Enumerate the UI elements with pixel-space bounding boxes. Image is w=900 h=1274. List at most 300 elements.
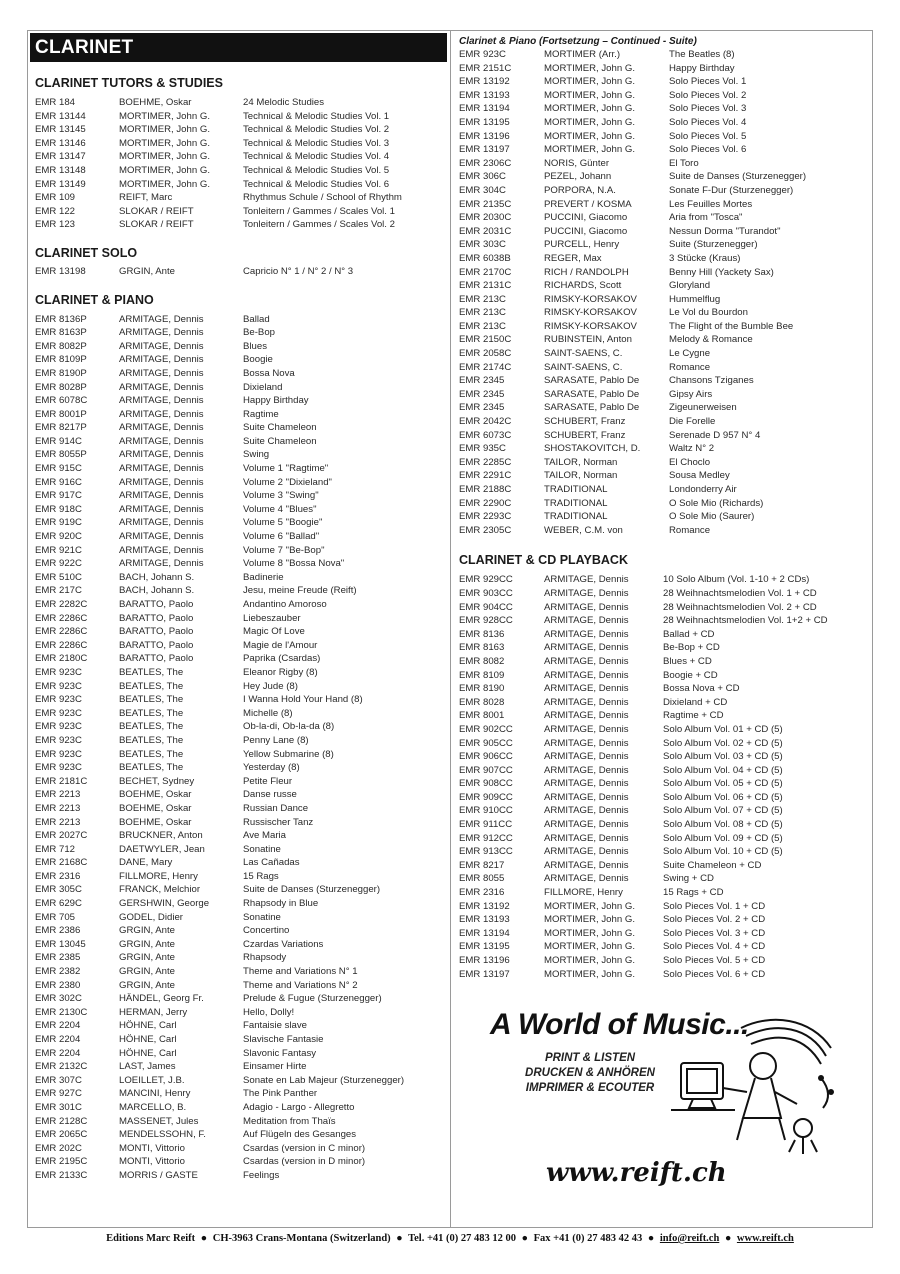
catalog-number: EMR 912CC [459,832,513,844]
work-title: Solo Pieces Vol. 6 + CD [663,968,766,980]
work-title: Rhapsody in Blue [243,898,319,910]
list-item [27,870,450,884]
work-title: Hey Jude (8) [243,680,298,692]
catalog-number: EMR 2135C [459,198,512,210]
list-item [27,584,450,598]
catalog-number: EMR 8082P [35,340,87,352]
list-item [27,164,450,178]
catalog-number: EMR 307C [35,1074,82,1086]
catalog-number: EMR 8136 [459,628,505,640]
work-title: Sonate en Lab Majeur (Sturzenegger) [243,1074,405,1086]
catalog-number: EMR 13194 [459,103,510,115]
composer: BARATTO, Paolo [119,639,194,651]
composer: BOEHME, Oskar [119,789,192,801]
composer: MENDELSSOHN, F. [119,1129,206,1141]
list-item [27,680,450,694]
composer: MORTIMER, John G. [544,927,635,939]
catalog-number: EMR 2133C [35,1169,88,1181]
work-title: Solo Pieces Vol. 1 + CD [663,900,766,912]
list-item [27,421,450,435]
catalog-number: EMR 13197 [459,144,510,156]
catalog-number: EMR 923C [459,49,506,60]
composer: SHOSTAKOVITCH, D. [544,443,641,455]
list-item [27,571,450,585]
composer: ARMITAGE, Dennis [544,710,629,722]
catalog-number: EMR 2030C [459,212,512,224]
composer: RIMSKY-KORSAKOV [544,320,637,332]
work-title: Volume 7 "Be-Bop" [243,544,325,556]
work-title: Rhythmus Schule / School of Rhythm [243,192,402,204]
catalog-number: EMR 13196 [459,955,510,966]
catalog-number: EMR 2345 [459,402,505,414]
composer: GRGIN, Ante [119,925,175,937]
work-title: Suite de Danses (Sturzenegger) [243,884,381,896]
composer: ARMITAGE, Dennis [119,490,204,502]
work-title: Volume 5 "Boogie" [243,517,323,529]
catalog-number: EMR 906CC [459,751,513,763]
work-title: Solo Album Vol. 09 + CD (5) [663,832,783,844]
work-title: Auf Flügeln des Gesanges [243,1129,357,1141]
work-title: Solo Pieces Vol. 5 + CD [663,955,766,966]
work-title: Solo Album Vol. 02 + CD (5) [663,737,783,749]
work-title: Solo Pieces Vol. 3 [669,103,747,115]
list-item [451,279,873,293]
composer: MORTIMER, John G. [119,124,210,136]
catalog-number: EMR 923C [35,721,82,733]
list-item [27,1087,450,1101]
composer: MORTIMER, John G. [544,968,635,980]
list-item [451,750,873,764]
work-title: Solo Album Vol. 08 + CD (5) [663,819,783,831]
list-item [27,965,450,979]
list-item [27,544,450,558]
catalog-number: EMR 13045 [35,938,86,950]
work-title: Yellow Submarine (8) [243,748,334,760]
composer: ARMITAGE, Dennis [119,449,204,461]
work-title: Londonderry Air [669,484,737,495]
composer: MORTIMER, John G. [119,151,210,163]
composer: ARMITAGE, Dennis [119,340,204,352]
work-title: Solo Pieces Vol. 6 [669,144,747,156]
composer: BEATLES, The [119,762,184,774]
catalog-number: EMR 2291C [459,470,512,482]
composer: ARMITAGE, Dennis [544,737,629,749]
catalog-number: EMR 13148 [35,164,86,176]
composer: ARMITAGE, Dennis [544,764,629,776]
catalog-number: EMR 2316 [35,870,81,882]
composer: ARMITAGE, Dennis [119,463,204,475]
work-title: Czardas Variations [243,938,324,950]
list-item [27,748,450,762]
footer-email-link[interactable]: info@reift.ch [659,1233,720,1244]
catalog-number: EMR 2204 [35,1020,81,1032]
catalog-number: EMR 2380 [35,979,81,991]
catalog-number: EMR 902CC [459,723,513,735]
catalog-number: EMR 2128C [35,1115,88,1127]
list-item [451,968,873,982]
catalog-number: EMR 13193 [459,914,510,926]
catalog-number: EMR 8082 [459,655,505,667]
catalog-number: EMR 13195 [459,116,510,128]
list-item [27,367,450,381]
composer: MORTIMER (Arr.) [544,49,621,60]
composer: ARMITAGE, Dennis [119,503,204,515]
list-item [451,723,873,737]
composer: FRANCK, Melchior [119,884,201,896]
catalog-number: EMR 8028P [35,381,87,393]
work-title: El Toro [669,157,699,169]
catalog-number: EMR 909CC [459,791,513,803]
catalog-number: EMR 2065C [35,1129,88,1141]
catalog-number: EMR 905CC [459,737,513,749]
work-title: Ob-la-di, Ob-la-da (8) [243,721,335,733]
list-item [27,639,450,653]
composer: MORTIMER, John G. [544,130,635,142]
work-title: Zigeunerweisen [669,402,737,414]
footer-bullet: ● [647,1233,655,1244]
catalog-number: EMR 8163 [459,642,505,654]
catalog-number: EMR 2150C [459,334,512,346]
list-item [451,211,873,225]
composer: ARMITAGE, Dennis [544,601,629,613]
work-title: Suite Chameleon [243,435,317,447]
promo-block [486,1008,842,1198]
list-item [451,510,873,524]
composer: ARMITAGE, Dennis [119,313,204,325]
list-item [27,625,450,639]
list-item [27,666,450,680]
catalog-number: EMR 2204 [35,1047,81,1059]
composer: ARMITAGE, Dennis [544,642,629,654]
list-item [451,777,873,791]
catalog-number: EMR 510C [35,571,82,583]
catalog-number: EMR 109 [35,192,75,204]
composer: ARMITAGE, Dennis [119,395,204,407]
composer: GERSHWIN, George [119,898,210,910]
catalog-number: EMR 13149 [35,178,86,190]
catalog-number: EMR 2204 [35,1034,81,1045]
work-title: Die Forelle [669,416,716,428]
work-title: Theme and Variations N° 1 [243,966,358,978]
composer: ARMITAGE, Dennis [119,476,204,488]
list-item [27,178,450,192]
footer-web-link[interactable]: www.reift.ch [736,1233,794,1244]
list-item [27,1155,450,1169]
work-title: Solo Pieces Vol. 2 + CD [663,914,766,926]
composer: LAST, James [119,1061,176,1073]
catalog-number: EMR 921C [35,544,82,556]
catalog-number: EMR 923C [35,748,82,760]
work-title: Ballad + CD [663,628,715,640]
composer: MANCINI, Henry [119,1088,191,1100]
catalog-number: EMR 13144 [35,110,86,122]
work-title: Slavische Fantasie [243,1034,324,1045]
composer: NORIS, Günter [544,157,610,169]
list-item [451,293,873,307]
work-title: 28 Weihnachtsmelodien Vol. 2 + CD [663,601,817,613]
composer: RICHARDS, Scott [544,280,622,292]
catalog-number: EMR 2130C [35,1006,88,1018]
section-heading-piano: CLARINET & PIANO [35,292,154,307]
list-item [451,170,873,184]
composer: ARMITAGE, Dennis [119,381,204,393]
list-item [451,157,873,171]
promo-line-drucken: DRUCKEN & ANHÖREN [525,1067,655,1079]
promo-line-print-listen: PRINT & LISTEN [544,1052,636,1064]
list-item [451,320,873,334]
footer-publisher: Editions Marc Reift [106,1233,196,1244]
list-item [27,448,450,462]
composer: ARMITAGE, Dennis [119,558,204,570]
list-item [451,388,873,402]
list-item [27,476,450,490]
composer: GRGIN, Ante [119,265,175,277]
work-title: Feelings [243,1169,280,1181]
work-title: Gloryland [669,280,711,292]
catalog-number: EMR 8001 [459,710,505,722]
catalog-number: EMR 13195 [459,941,510,953]
catalog-number: EMR 8217 [459,859,505,871]
work-title: Rhapsody [243,952,287,964]
composer: MORTIMER, John G. [544,914,635,926]
list-item [27,205,450,219]
list-item [27,693,450,707]
composer: HERMAN, Jerry [119,1006,188,1018]
work-title: Dixieland [243,381,283,393]
catalog-number: EMR 2027C [35,830,88,842]
list-item [451,347,873,361]
composer: ARMITAGE, Dennis [544,846,629,858]
list-item [27,313,450,327]
composer: TRADITIONAL [544,511,608,523]
composer: GRGIN, Ante [119,952,175,964]
list-item [451,791,873,805]
catalog-number: EMR 13146 [35,137,86,149]
list-item [451,116,873,130]
catalog-number: EMR 2286C [35,626,88,638]
work-title: O Sole Mio (Saurer) [669,511,755,523]
catalog-number: EMR 2293C [459,511,512,523]
composer: ARMITAGE, Dennis [544,655,629,667]
catalog-number: EMR 2170C [459,266,512,278]
composer: MORTIMER, John G. [544,116,635,128]
page-title: CLARINET [30,33,447,62]
list-item [451,601,873,615]
composer: ARMITAGE, Dennis [119,544,204,556]
catalog-number: EMR 13192 [459,76,510,88]
composer: SARASATE, Pablo De [544,402,640,414]
composer: GODEL, Didier [119,911,183,923]
composer: MORTIMER, John G. [119,110,210,122]
catalog-number: EMR 2031C [459,225,512,237]
catalog-number: EMR 213C [459,307,506,319]
catalog-number: EMR 923C [35,762,82,774]
composer: REGER, Max [544,252,602,264]
list-item [27,516,450,530]
composer: ARMITAGE, Dennis [544,751,629,763]
composer: PREVERT / KOSMA [544,198,632,210]
work-title: Waltz N° 2 [669,443,715,455]
catalog-number: EMR 2385 [35,952,81,964]
work-title: Tonleitern / Gammes / Scales Vol. 2 [243,219,395,231]
work-title: Technical & Melodic Studies Vol. 6 [243,178,390,190]
work-title: I Wanna Hold Your Hand (8) [243,694,363,706]
catalog-number: EMR 2286C [35,639,88,651]
catalog-number: EMR 929CC [459,574,513,586]
composer: ARMITAGE, Dennis [119,354,204,366]
work-title: Russischer Tanz [243,816,314,828]
list-item [27,1074,450,1088]
catalog-number: EMR 2174C [459,361,512,373]
composer: MORTIMER, John G. [544,76,635,88]
work-title: Sousa Medley [669,470,730,482]
list-item [27,883,450,897]
catalog-number: EMR 13147 [35,151,86,163]
work-title: Sonatine [243,843,281,855]
work-title: Einsamer Hirte [243,1061,307,1073]
catalog-number: EMR 8136P [35,313,87,325]
catalog-number: EMR 2213 [35,816,81,828]
composer: ARMITAGE, Dennis [544,587,629,599]
list-item [27,489,450,503]
catalog-number: EMR 217C [35,585,82,597]
list-item [451,266,873,280]
composer: ARMITAGE, Dennis [119,408,204,420]
catalog-number: EMR 2168C [35,857,88,869]
work-title: Solo Album Vol. 07 + CD (5) [663,805,783,817]
piano-continued-list [451,48,873,537]
catalog-number: EMR 301C [35,1101,82,1113]
composer: SCHUBERT, Franz [544,416,626,428]
work-title: Les Feuilles Mortes [669,198,753,210]
list-item [451,333,873,347]
list-item [27,612,450,626]
list-item [27,218,450,232]
composer: HÖHNE, Carl [119,1047,177,1059]
list-item [27,951,450,965]
list-item [451,361,873,375]
list-item [27,1019,450,1033]
composer: ARMITAGE, Dennis [544,791,629,803]
catalog-number: EMR 919C [35,517,82,529]
composer: MORTIMER, John G. [544,144,635,156]
left-column [27,30,450,1183]
list-item [27,435,450,449]
composer: MORTIMER, John G. [544,941,635,953]
catalog-number: EMR 8001P [35,408,87,420]
catalog-number: EMR 6038B [459,252,511,264]
list-item [27,1169,450,1183]
work-title: Boogie [243,354,273,366]
catalog-number: EMR 202C [35,1142,82,1154]
work-title: Suite (Sturzenegger) [669,239,758,251]
work-title: Solo Album Vol. 04 + CD (5) [663,764,783,776]
work-title: Bossa Nova [243,367,295,379]
list-item [27,598,450,612]
list-item [27,652,450,666]
list-item [27,816,450,830]
work-title: Hummelflug [669,293,721,305]
composer: ARMITAGE, Dennis [544,669,629,681]
list-item [451,927,873,941]
work-title: Yesterday (8) [243,762,300,774]
work-title: Paprika (Csardas) [243,653,321,665]
list-item [27,911,450,925]
work-title: The Pink Panther [243,1088,318,1100]
list-item [27,137,450,151]
list-item [451,587,873,601]
composer: FILLMORE, Henry [544,887,623,899]
footer-fax: Fax +41 (0) 27 483 42 43 [533,1233,643,1244]
catalog-number: EMR 2382 [35,966,81,978]
work-title: Be-Bop + CD [663,642,720,654]
section-heading-tutors: CLARINET TUTORS & STUDIES [35,76,223,90]
catalog-number: EMR 13192 [459,900,510,912]
list-item [451,913,873,927]
composer: BEATLES, The [119,680,184,692]
list-item [27,353,450,367]
list-item [27,1142,450,1156]
work-title: Blues + CD [663,655,712,667]
composer: ARMITAGE, Dennis [544,778,629,790]
composer: ARMITAGE, Dennis [119,422,204,434]
composer: MORRIS / GASTE [119,1169,198,1181]
list-item [27,191,450,205]
catalog-number: EMR 6073C [459,429,512,441]
work-title: Volume 2 "Dixieland" [243,476,332,488]
work-title: Solo Pieces Vol. 4 [669,116,747,128]
work-title: Concertino [243,925,290,937]
footer-tel: Tel. +41 (0) 27 483 12 00 [408,1233,517,1244]
composer: DANE, Mary [119,857,173,869]
composer: BOEHME, Oskar [119,816,192,828]
list-item [451,184,873,198]
work-title: Technical & Melodic Studies Vol. 5 [243,164,390,176]
list-item [27,843,450,857]
composer: WEBER, C.M. von [544,524,623,536]
catalog-number: EMR 8217P [35,422,87,434]
work-title: Volume 6 "Ballad" [243,531,320,543]
composer: MORTIMER, John G. [119,137,210,149]
list-item [451,900,873,914]
list-item [451,737,873,751]
work-title: Tonleitern / Gammes / Scales Vol. 1 [243,205,395,217]
composer: ARMITAGE, Dennis [544,832,629,844]
composer: BARATTO, Paolo [119,626,194,638]
composer: BARATTO, Paolo [119,599,194,610]
work-title: Dixieland + CD [663,696,728,708]
composer: SLOKAR / REIFT [119,219,194,231]
work-title: Swing [243,449,270,461]
list-item [451,48,873,62]
composer: ARMITAGE, Dennis [544,574,629,586]
promo-url[interactable]: www.reift.ch [546,1158,727,1188]
work-title: Romance [669,361,711,373]
composer: RIMSKY-KORSAKOV [544,307,637,319]
work-title: Solo Pieces Vol. 1 [669,76,747,88]
work-title: Meditation from Thaïs [243,1115,336,1127]
work-title: Le Vol du Bourdon [669,307,748,319]
list-item [27,150,450,164]
composer: SARASATE, Pablo De [544,388,640,400]
list-item [451,573,873,587]
catalog-number: EMR 2282C [35,599,88,610]
list-item [27,96,450,110]
list-item [451,89,873,103]
work-title: Solo Pieces Vol. 4 + CD [663,941,766,953]
list-item [27,557,450,571]
work-title: Volume 1 "Ragtime" [243,463,329,475]
